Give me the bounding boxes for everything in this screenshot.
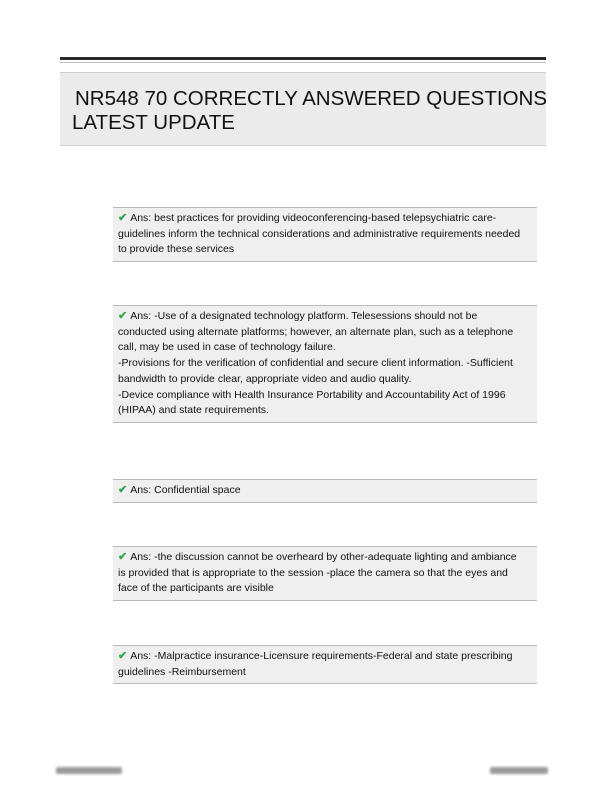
answer-block-1 bbox=[113, 207, 537, 262]
top-rule bbox=[60, 57, 546, 60]
answer-line: is provided that is appropriate to the session -place the camera so that the eyes and bbox=[118, 566, 508, 579]
answer-line: ✔ Ans: -Use of a designated technology platform. Telesessions should not be bbox=[118, 310, 478, 322]
answer-line: -Provisions for the verification of confidential and secure client information. -Sufficient bbox=[118, 357, 513, 370]
footer-page-number-blurred bbox=[490, 767, 548, 774]
answer-block-3 bbox=[113, 479, 537, 503]
answer-line: face of the participants are visible bbox=[118, 582, 274, 595]
answer-line: -Device compliance with Health Insurance Portability and Accountability Act of 1996 bbox=[118, 388, 506, 401]
title-line-1: NR548 70 CORRECTLY ANSWERED QUESTIONS bbox=[75, 87, 548, 110]
check-icon: ✔ bbox=[118, 551, 128, 563]
answer-block-5 bbox=[113, 645, 537, 684]
top-rule-thin bbox=[60, 62, 546, 63]
title-line-2: LATEST UPDATE bbox=[72, 111, 235, 134]
answer-line: ✔ Ans: -Malpractice insurance-Licensure requirements-Federal and state prescribing bbox=[118, 650, 513, 662]
answer-line: guidelines -Reimbursement bbox=[118, 665, 246, 678]
check-icon: ✔ bbox=[118, 650, 128, 662]
answer-line: (HIPAA) and state requirements. bbox=[118, 404, 269, 417]
answer-line: guidelines inform the technical considerations and administrative requirements needed bbox=[118, 227, 521, 240]
document-title bbox=[60, 72, 546, 146]
footer-left-text-blurred bbox=[56, 767, 122, 774]
answer-line: ✔ Ans: Confidential space bbox=[118, 484, 241, 496]
answer-line: conducted using alternate platforms; however, an alternate plan, such as a telephone bbox=[118, 325, 514, 338]
answer-line: ✔ Ans: -the discussion cannot be overheard by other-adequate lighting and ambiance bbox=[118, 551, 517, 563]
answer-line: call, may be used in case of technology failure. bbox=[118, 341, 336, 354]
check-icon: ✔ bbox=[118, 484, 128, 496]
answer-block-2 bbox=[113, 305, 537, 423]
answer-block-4 bbox=[113, 546, 537, 601]
answer-line: bandwidth to provide clear, appropriate video and audio quality. bbox=[118, 372, 412, 385]
answer-line: ✔ Ans: best practices for providing videoconferencing-based telepsychiatric care- bbox=[118, 212, 497, 224]
check-icon: ✔ bbox=[118, 212, 128, 224]
check-icon: ✔ bbox=[118, 310, 128, 322]
answer-line: to provide these services bbox=[118, 243, 235, 256]
